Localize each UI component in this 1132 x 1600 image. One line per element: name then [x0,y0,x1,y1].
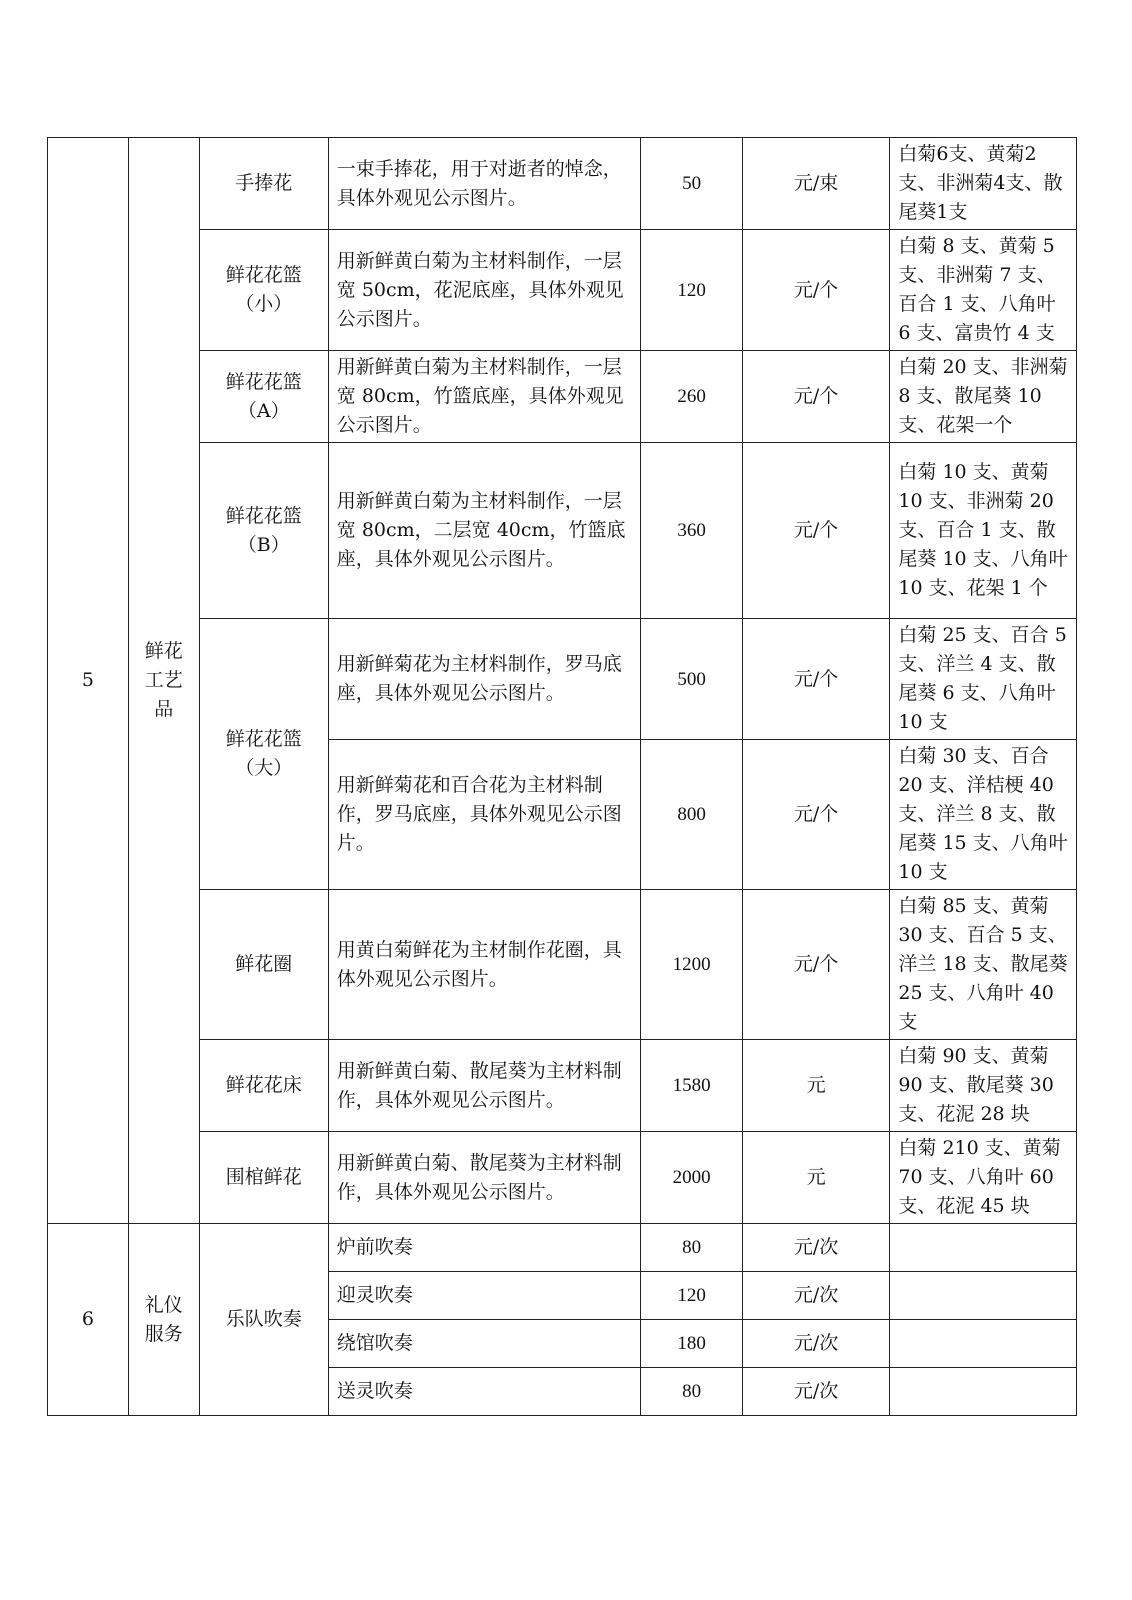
item-description: 用黄白菊鲜花为主材制作花圈，具体外观见公示图片。 [328,890,641,1040]
item-unit: 元 [742,1040,890,1132]
item-unit: 元/个 [742,890,890,1040]
item-note [890,1320,1077,1368]
item-price: 1580 [641,1040,742,1132]
item-note [890,1224,1077,1272]
item-note: 白菊 10 支、黄菊 10 支、非洲菊 20 支、百合 1 支、散尾葵 10 支、八角叶 10 支、花架 1 个 [890,443,1077,619]
item-name: 鲜花圈 [199,890,328,1040]
category-cell: 礼仪服务 [128,1224,199,1416]
item-unit: 元 [742,1132,890,1224]
table-row [48,351,1077,443]
item-note: 白菊 20 支、非洲菊 8 支、散尾葵 10 支、花架一个 [890,351,1077,443]
category-cell: 鲜花工艺品 [128,138,199,1224]
item-unit: 元/次 [742,1224,890,1272]
item-price: 120 [641,230,742,351]
fee-table [47,137,1077,1416]
item-price: 80 [641,1368,742,1416]
item-unit: 元/次 [742,1272,890,1320]
item-unit: 元/束 [742,138,890,230]
table-row [48,1040,1077,1132]
item-name: 鲜花花篮（B） [199,443,328,619]
item-name: 鲜花花篮（大） [199,619,328,890]
row-number: 6 [48,1224,129,1416]
item-description: 送灵吹奏 [328,1368,641,1416]
table-row [48,230,1077,351]
item-price: 500 [641,619,742,740]
item-note [890,1368,1077,1416]
item-unit: 元/个 [742,619,890,740]
item-unit: 元/次 [742,1320,890,1368]
item-note: 白菊 25 支、百合 5 支、洋兰 4 支、散尾葵 6 支、八角叶 10 支 [890,619,1077,740]
item-description: 用新鲜黄白菊为主材料制作，一层宽 50cm，花泥底座，具体外观见公示图片。 [328,230,641,351]
item-note: 白菊 90 支、黄菊 90 支、散尾葵 30 支、花泥 28 块 [890,1040,1077,1132]
item-price: 2000 [641,1132,742,1224]
item-name: 围棺鲜花 [199,1132,328,1224]
item-note: 白菊6支、黄菊2支、非洲菊4支、散尾葵1支 [890,138,1077,230]
item-unit: 元/个 [742,230,890,351]
item-description: 绕馆吹奏 [328,1320,641,1368]
item-unit: 元/个 [742,740,890,890]
item-description: 炉前吹奏 [328,1224,641,1272]
table-row [48,1224,1077,1272]
item-unit: 元/个 [742,443,890,619]
item-name: 鲜花花篮（A） [199,351,328,443]
item-name: 鲜花花篮（小） [199,230,328,351]
item-note: 白菊 210 支、黄菊 70 支、八角叶 60 支、花泥 45 块 [890,1132,1077,1224]
item-description: 用新鲜黄白菊为主材料制作，一层宽 80cm，二层宽 40cm，竹篮底座，具体外观见公示图片。 [328,443,641,619]
item-price: 80 [641,1224,742,1272]
item-note: 白菊 8 支、黄菊 5 支、非洲菊 7 支、百合 1 支、八角叶 6 支、富贵竹 4 支 [890,230,1077,351]
item-price: 1200 [641,890,742,1040]
item-price: 180 [641,1320,742,1368]
table-row [48,619,1077,740]
item-description: 迎灵吹奏 [328,1272,641,1320]
item-description: 用新鲜黄白菊、散尾葵为主材料制作，具体外观见公示图片。 [328,1132,641,1224]
item-price: 360 [641,443,742,619]
table-row [48,138,1077,230]
item-description: 用新鲜菊花为主材料制作，罗马底座，具体外观见公示图片。 [328,619,641,740]
item-unit: 元/个 [742,351,890,443]
item-name: 乐队吹奏 [199,1224,328,1416]
item-description: 一束手捧花，用于对逝者的悼念，具体外观见公示图片。 [328,138,641,230]
row-number: 5 [48,138,129,1224]
item-name: 鲜花花床 [199,1040,328,1132]
item-note [890,1272,1077,1320]
table-row [48,890,1077,1040]
item-description: 用新鲜黄白菊、散尾葵为主材料制作，具体外观见公示图片。 [328,1040,641,1132]
item-description: 用新鲜黄白菊为主材料制作，一层宽 80cm，竹篮底座，具体外观见公示图片。 [328,351,641,443]
item-price: 260 [641,351,742,443]
item-unit: 元/次 [742,1368,890,1416]
item-name: 手捧花 [199,138,328,230]
item-price: 120 [641,1272,742,1320]
table-row [48,1132,1077,1224]
item-price: 50 [641,138,742,230]
item-note: 白菊 85 支、黄菊 30 支、百合 5 支、洋兰 18 支、散尾葵 25 支、八角叶 40 支 [890,890,1077,1040]
item-price: 800 [641,740,742,890]
item-description: 用新鲜菊花和百合花为主材料制作，罗马底座，具体外观见公示图片。 [328,740,641,890]
item-note: 白菊 30 支、百合 20 支、洋桔梗 40 支、洋兰 8 支、散尾葵 15 支、八角叶 10 支 [890,740,1077,890]
table-row [48,443,1077,619]
